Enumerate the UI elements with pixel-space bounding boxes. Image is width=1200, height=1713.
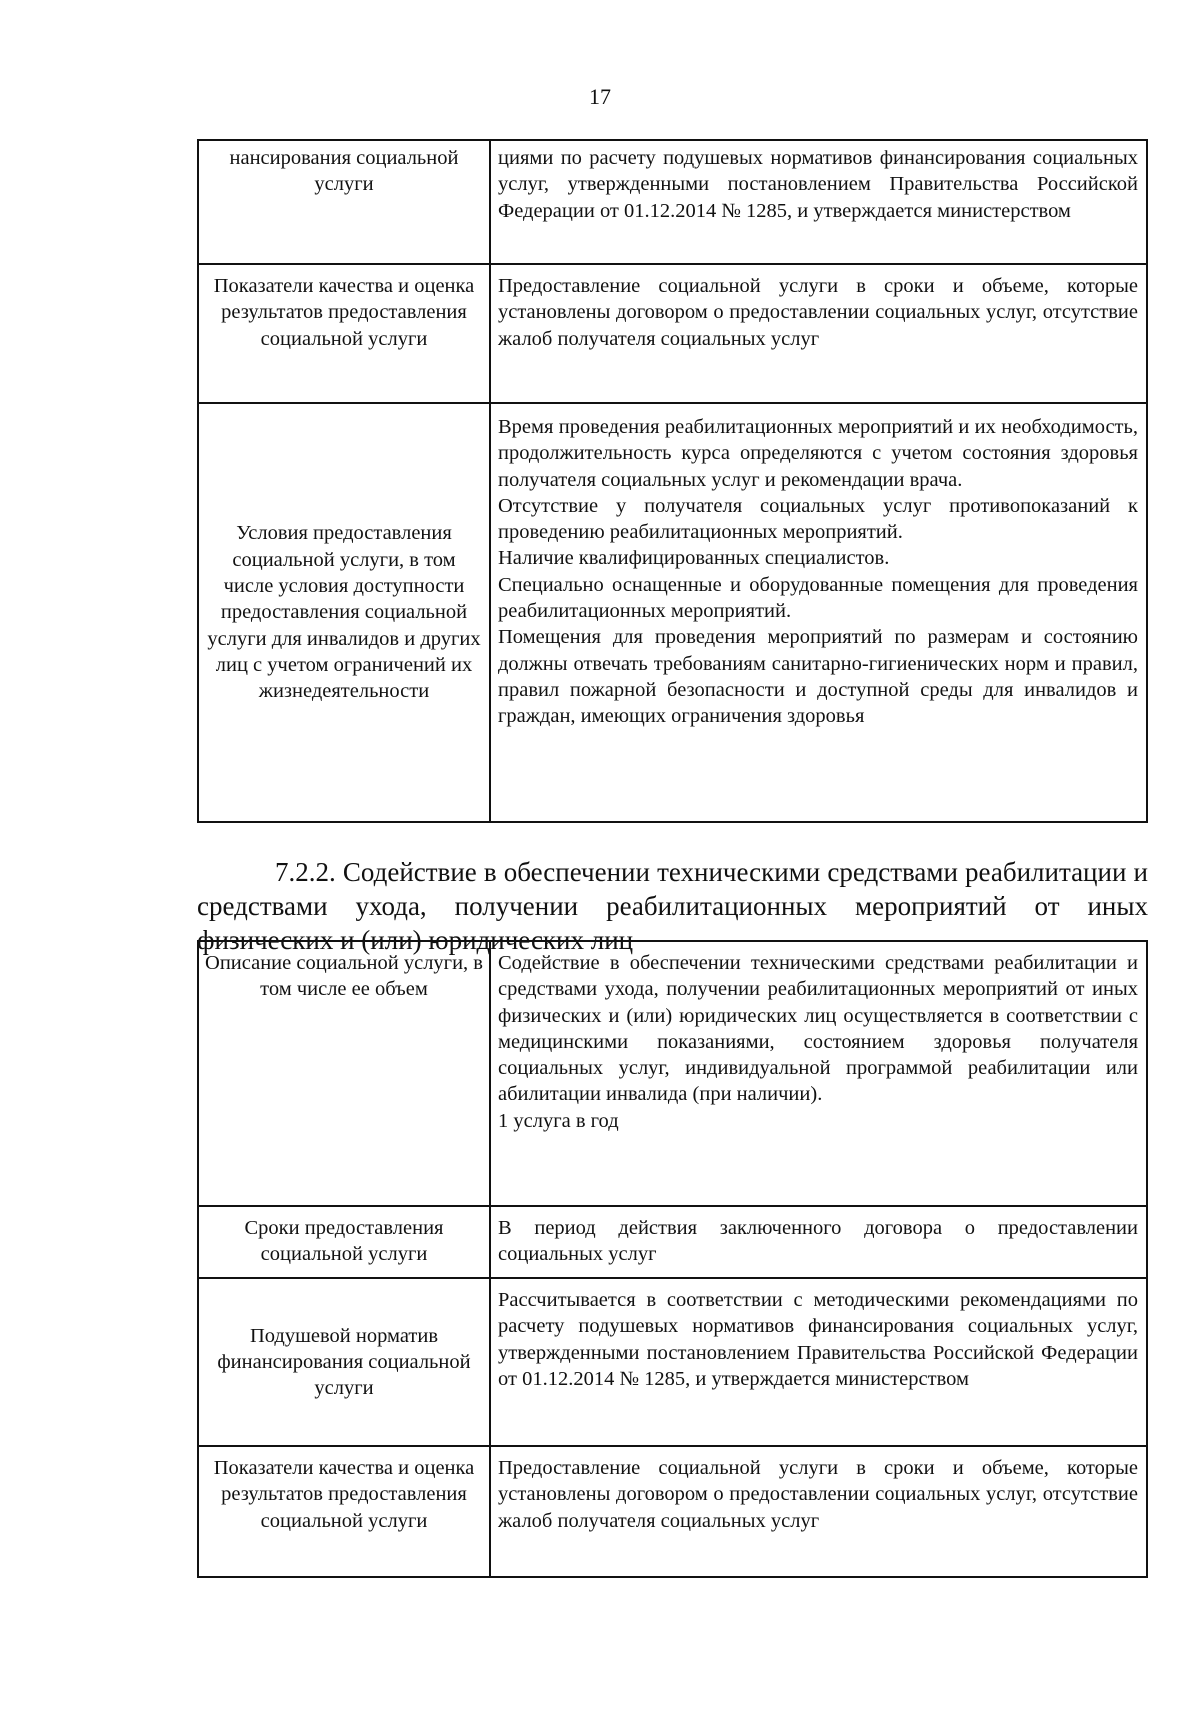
description-paragraph: Предоставление социальной услуги в сроки и объеме, которые установлены договором о предоставлении социальных услуг, отсутствие жалоб получателя социальных услуг bbox=[498, 1457, 1138, 1532]
row-label: Условия предоставления социальной услуги, в том числе условия доступности предоставления социальной услуги для инвалидов и других лиц с учетом ограничений их жизнедеятельности bbox=[198, 403, 490, 822]
table-row bbox=[198, 403, 1147, 822]
description-paragraph: Помещения для проведения мероприятий по размерам и состоянию должны отвечать требованиям санитарно-гигиенических норм и правил, правил пожарной безопасности и доступной среды для инвалидов и граждан, имеющих ограничения здоровья bbox=[498, 626, 1138, 728]
table-row bbox=[198, 1446, 1147, 1577]
row-label: Показатели качества и оценка результатов предоставления социальной услуги bbox=[198, 1446, 490, 1577]
description-paragraph: Рассчитывается в соответствии с методическими рекомендациями по расчету подушевых нормативов финансирования социальных услуг, утвержденными постановлением Правительства Российской Федерации от 01.12.2014 № 1285, и утверждается министерством bbox=[498, 1289, 1138, 1390]
description-paragraph: Содействие в обеспечении техническими средствами реабилитации и средствами ухода, получении реабилитационных мероприятий от иных физических и (или) юридических лиц осуществляется в соответствии с медицинскими показаниями, состоянием здоровья получателя социальных услуг, индивидуальной программой реабилитации или абилитации инвалида (при наличии). bbox=[498, 952, 1138, 1106]
description-paragraph: Специально оснащенные и оборудованные помещения для проведения реабилитационных мероприятий. bbox=[498, 573, 1138, 623]
description-paragraph: циями по расчету подушевых нормативов финансирования социальных услуг, утвержденными постановлением Правительства Российской Федерации от 01.12.2014 № 1285, и утверждается министерством bbox=[498, 147, 1138, 222]
row-description bbox=[490, 403, 1147, 822]
description-paragraph: Наличие квалифицированных специалистов. bbox=[498, 547, 890, 570]
row-label: Подушевой норматив финансирования социальной услуги bbox=[198, 1278, 490, 1446]
row-description bbox=[490, 1206, 1147, 1278]
description-paragraph: Отсутствие у получателя социальных услуг противопоказаний к проведению реабилитационных мероприятий. bbox=[498, 494, 1138, 544]
row-label: Описание социальной услуги, в том числе ее объем bbox=[198, 941, 490, 1206]
row-description bbox=[490, 1278, 1147, 1446]
section-heading: 7.2.2. Содействие в обеспечении техническими средствами реабилитации и средствами ухода, получении реабилитационных мероприятий от иных физических и (или) юридических лиц bbox=[197, 857, 1148, 955]
description-paragraph: 1 услуга в год bbox=[498, 1109, 619, 1132]
page-number: 17 bbox=[589, 84, 611, 109]
row-description bbox=[490, 1446, 1147, 1577]
table-row bbox=[198, 941, 1147, 1206]
description-paragraph: Время проведения реабилитационных мероприятий и их необходимость, продолжительность курса определяются с учетом состояния здоровья получателя социальных услуг и рекомендации врача. bbox=[498, 416, 1138, 491]
table-row bbox=[198, 1206, 1147, 1278]
table-row bbox=[198, 1278, 1147, 1446]
table-row bbox=[198, 140, 1147, 264]
services-table-continued bbox=[197, 139, 1148, 823]
description-paragraph: В период действия заключенного договора о предоставлении социальных услуг bbox=[498, 1217, 1138, 1266]
row-label: Сроки предоставления социальной услуги bbox=[198, 1206, 490, 1278]
row-description bbox=[490, 264, 1147, 403]
row-label: Показатели качества и оценка результатов предоставления социальной услуги bbox=[198, 264, 490, 403]
description-paragraph: Предоставление социальной услуги в сроки и объеме, которые установлены договором о предоставлении социальных услуг, отсутствие жалоб получателя социальных услуг bbox=[498, 275, 1138, 350]
row-description bbox=[490, 140, 1147, 264]
services-table bbox=[197, 940, 1148, 1578]
table-row bbox=[198, 264, 1147, 403]
row-label: нансирования социальной услуги bbox=[198, 140, 490, 264]
row-description bbox=[490, 941, 1147, 1206]
